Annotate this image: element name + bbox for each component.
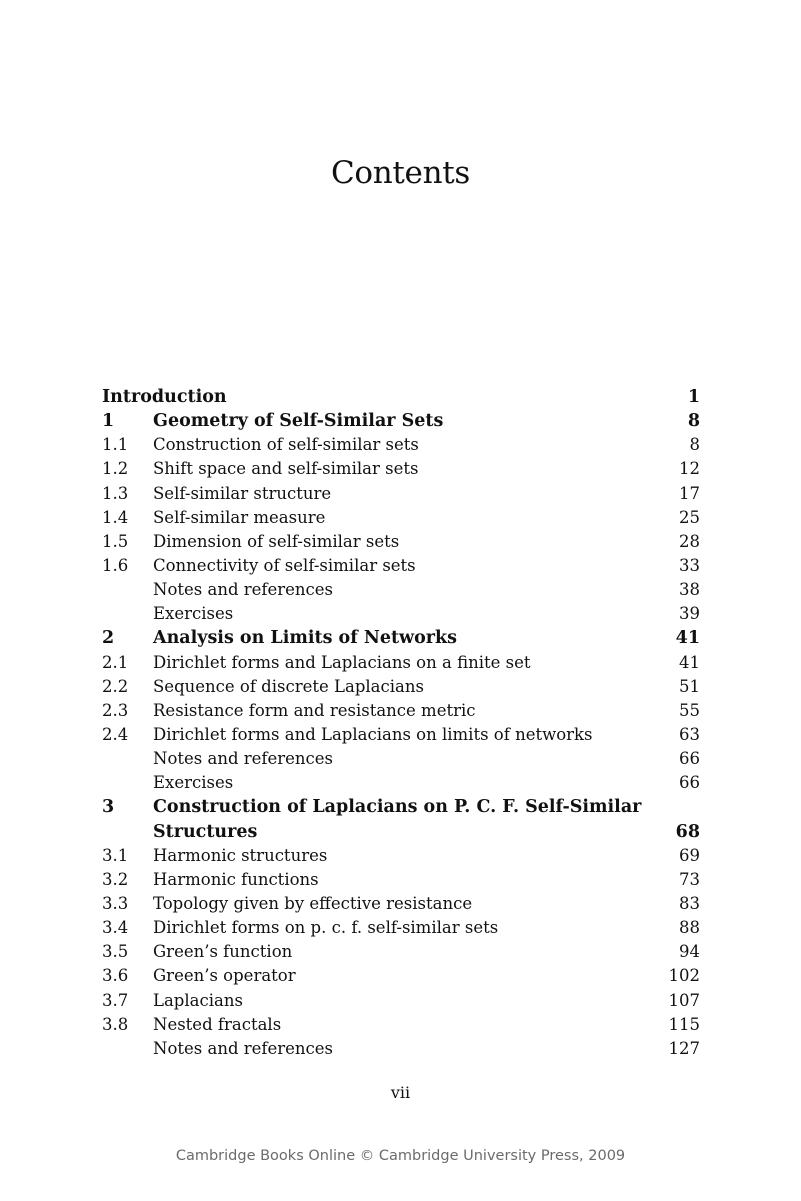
toc-entry-page: 127 <box>668 1038 700 1058</box>
toc-entry-title: Sequence of discrete Laplacians <box>153 676 424 696</box>
toc-entry-number: 1.6 <box>102 555 129 575</box>
toc-entry-page: 107 <box>668 990 700 1010</box>
toc-entry-number: 3.7 <box>102 990 129 1010</box>
toc-entry-number: 2.3 <box>102 700 129 720</box>
toc-entry-number: 1.5 <box>102 531 129 551</box>
toc-entry-number: 2 <box>102 628 115 649</box>
toc-entry-title: Exercises <box>153 773 234 793</box>
toc-entry-title: Structures <box>153 821 258 842</box>
toc-entry <box>102 602 700 626</box>
toc-entry-page: 94 <box>679 942 700 962</box>
toc-entry-page: 17 <box>679 483 700 503</box>
toc-entry-page: 25 <box>679 507 700 527</box>
toc-entry <box>102 409 700 433</box>
toc-entry-page: 73 <box>679 869 700 889</box>
toc-entry <box>102 457 700 481</box>
toc-entry-title: Analysis on Limits of Networks <box>153 628 457 649</box>
toc-entry-number: 3.1 <box>102 845 129 865</box>
toc-entry <box>102 578 700 602</box>
toc-entry-page: 33 <box>679 555 700 575</box>
toc-entry-number: 1.1 <box>102 435 129 455</box>
toc-entry-page: 8 <box>689 435 700 455</box>
toc-entry-title: Green’s function <box>153 942 293 962</box>
toc-entry <box>102 530 700 554</box>
toc-entry-title: Topology given by effective resistance <box>153 893 473 913</box>
toc-entry-page: 69 <box>679 845 700 865</box>
table-of-contents <box>102 385 700 1061</box>
copyright-footer: Cambridge Books Online © Cambridge University Press, 2009 <box>175 1148 626 1164</box>
toc-entry-title: Harmonic structures <box>153 845 328 865</box>
toc-entry-title: Construction of Laplacians on P. C. F. Self-Similar <box>153 797 642 818</box>
toc-entry <box>102 651 700 675</box>
toc-entry-title: Dimension of self-similar sets <box>153 531 400 551</box>
toc-entry <box>102 916 700 940</box>
toc-entry-number: 3.6 <box>102 966 129 986</box>
toc-entry-title: Exercises <box>153 604 234 624</box>
toc-entry-title: Construction of self-similar sets <box>153 435 419 455</box>
toc-entry <box>102 675 700 699</box>
toc-entry-page: 63 <box>679 724 700 744</box>
toc-entry-number: 1.4 <box>102 507 129 527</box>
toc-entry-page: 66 <box>679 773 700 793</box>
toc-entry-number: 1 <box>102 411 115 432</box>
toc-entry-number: 3.3 <box>102 893 129 913</box>
toc-entry-page: 28 <box>679 531 700 551</box>
toc-entry-page: 41 <box>679 652 700 672</box>
toc-entry-page: 51 <box>679 676 700 696</box>
toc-entry-title: Dirichlet forms and Laplacians on a finite set <box>153 652 531 672</box>
toc-entry-title: Notes and references <box>153 580 334 600</box>
toc-entry-title: Self-similar measure <box>153 507 326 527</box>
toc-entry-title: Notes and references <box>153 749 334 769</box>
toc-entry-page: 68 <box>675 821 700 842</box>
toc-entry-page: 83 <box>679 893 700 913</box>
toc-entry-number: 1.2 <box>102 459 129 479</box>
toc-entry-page: 115 <box>668 1014 700 1034</box>
toc-entry <box>102 482 700 506</box>
toc-entry-number: 2.2 <box>102 676 129 696</box>
toc-entry <box>102 795 700 819</box>
toc-entry <box>102 868 700 892</box>
toc-entry-title: Nested fractals <box>153 1014 282 1034</box>
toc-entry-number: 2.4 <box>102 724 129 744</box>
toc-entry <box>102 1037 700 1061</box>
toc-entry <box>102 626 700 650</box>
toc-entry <box>102 820 700 844</box>
toc-entry <box>102 1013 700 1037</box>
toc-entry-title: Notes and references <box>153 1038 334 1058</box>
toc-entry-page: 41 <box>675 628 700 649</box>
toc-entry <box>102 747 700 771</box>
toc-entry <box>102 771 700 795</box>
toc-entry <box>102 699 700 723</box>
toc-entry-page: 39 <box>679 604 700 624</box>
toc-entry-number: 3.5 <box>102 942 129 962</box>
toc-entry-title: Green’s operator <box>153 966 296 986</box>
toc-entry <box>102 723 700 747</box>
toc-entry-page: 66 <box>679 749 700 769</box>
toc-entry-number: 3 <box>102 797 115 818</box>
toc-entry-number: 2.1 <box>102 652 129 672</box>
toc-entry-title: Connectivity of self-similar sets <box>153 555 416 575</box>
toc-entry-page: 88 <box>679 918 700 938</box>
toc-entry-title: Dirichlet forms and Laplacians on limits of networks <box>153 724 593 744</box>
toc-entry-page: 8 <box>687 411 700 432</box>
page-title: Contents <box>330 154 471 191</box>
toc-entry-title: Self-similar structure <box>153 483 332 503</box>
toc-entry-title: Resistance form and resistance metric <box>153 700 476 720</box>
toc-entry <box>102 964 700 988</box>
toc-entry-number: 3.8 <box>102 1014 129 1034</box>
toc-entry-page: 1 <box>687 387 700 407</box>
toc-entry <box>102 940 700 964</box>
toc-entry-title: Harmonic functions <box>153 869 319 889</box>
toc-entry-number: 3.4 <box>102 918 129 938</box>
toc-entry <box>102 554 700 578</box>
toc-entry-title: Geometry of Self-Similar Sets <box>153 411 444 432</box>
toc-entry <box>102 892 700 916</box>
toc-entry <box>102 433 700 457</box>
toc-entry-number: 1.3 <box>102 483 129 503</box>
toc-entry <box>102 506 700 530</box>
toc-entry-page: 102 <box>668 966 700 986</box>
toc-entry-page: 55 <box>679 700 700 720</box>
toc-entry-page: 38 <box>679 580 700 600</box>
toc-entry-title: Laplacians <box>153 990 243 1010</box>
toc-entry <box>102 989 700 1013</box>
toc-entry-title: Dirichlet forms on p. c. f. self-similar sets <box>153 918 499 938</box>
toc-entry-title: Shift space and self-similar sets <box>153 459 419 479</box>
toc-entry-number: 3.2 <box>102 869 129 889</box>
toc-entry-page: 12 <box>679 459 700 479</box>
toc-entry <box>102 385 700 409</box>
toc-entry-title: Introduction <box>102 387 227 407</box>
toc-entry <box>102 844 700 868</box>
page-number: vii <box>390 1083 411 1102</box>
